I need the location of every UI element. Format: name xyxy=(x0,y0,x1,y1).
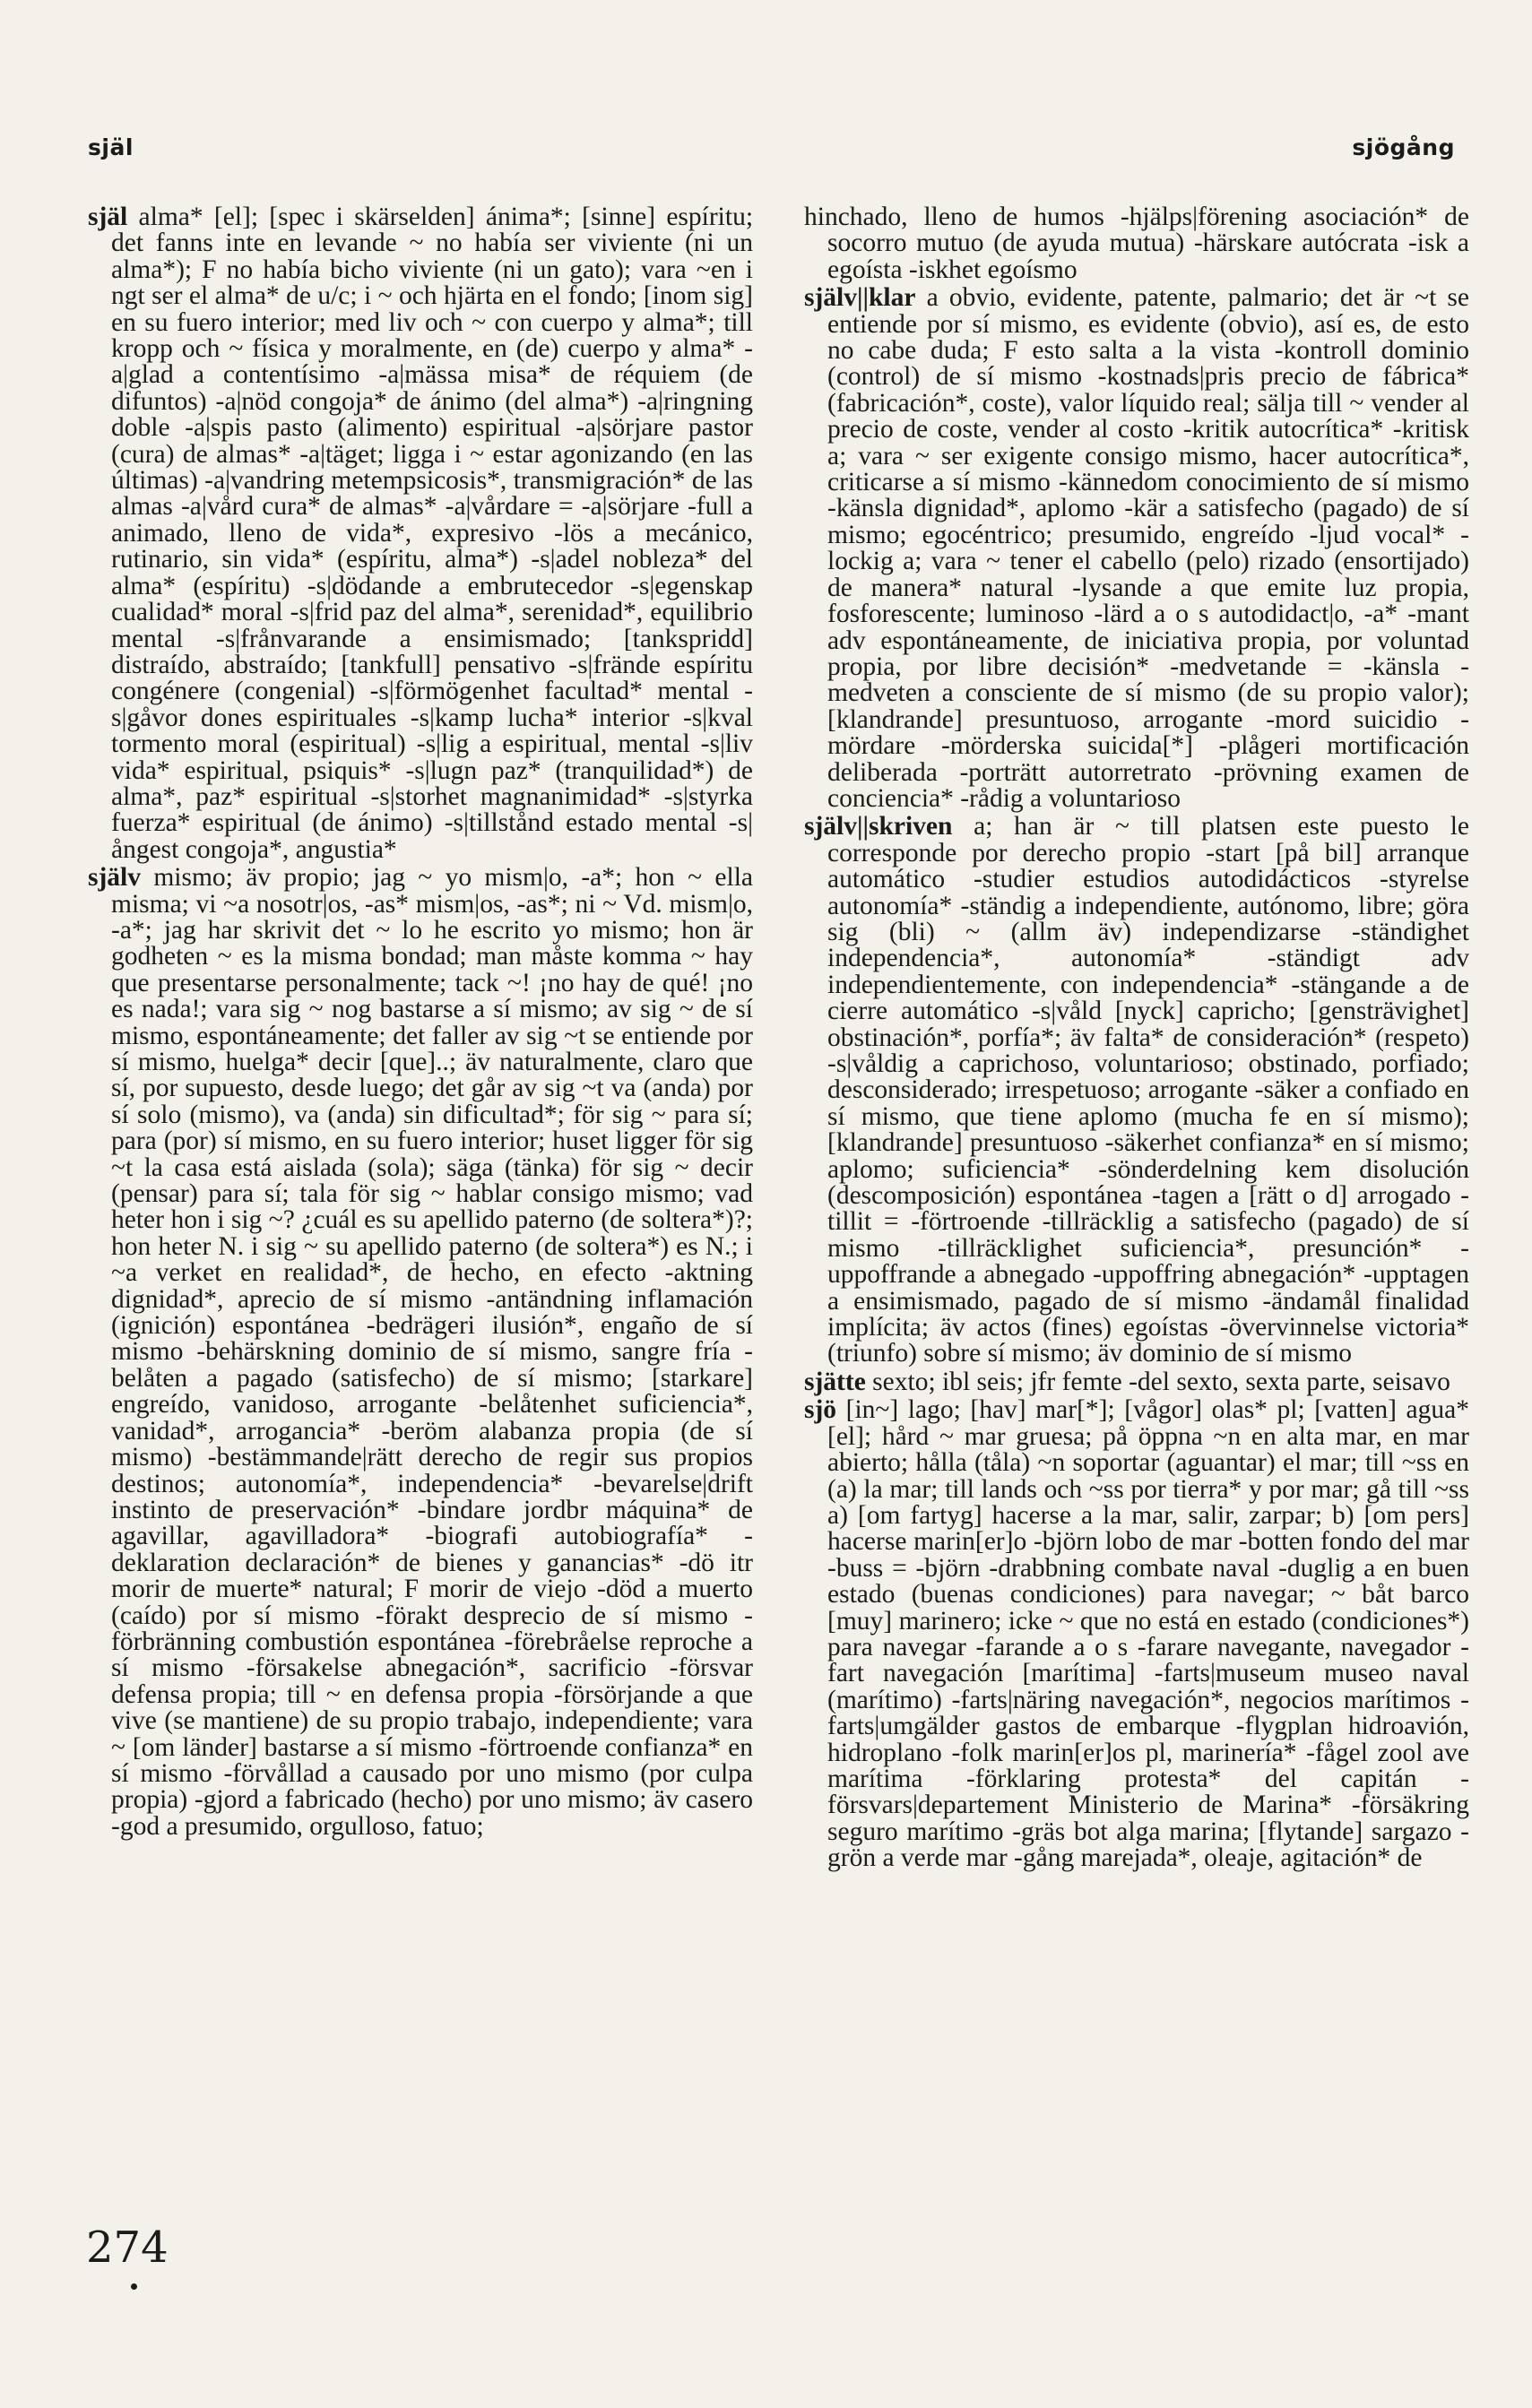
entry-headword: själv||skriven xyxy=(804,812,953,842)
running-head-right: sjögång xyxy=(1352,134,1455,160)
entry-headword: sjö xyxy=(804,1395,837,1425)
entry-definition: mismo; äv propio; jag ~ yo mism|o, -a*; hon ~ ella misma; vi ~a nosotr|os, -as* mism|os, -as*; ni ~ Vd. mism|o, -a*; jag har skrivit det ~ lo he escrito yo mismo; hon är godheten ~ es la misma bondad; man måste komma ~ hay que presentarse personalmente; tack ~! ¡no hay de qué! ¡no es nada!; vara sig ~ nog bastarse a sí mismo; av sig ~ de sí mismo, espontáneamente; det faller av sig ~t se entiende por sí mismo, huelga* decir [que]..; äv naturalmente, claro que sí, por supuesto, desde luego; det går av sig ~t va (anda) por sí solo (mismo), va (anda) sin dificultad*; för sig ~ para sí; para (por) sí mismo, en su fuero interior; huset ligger för sig ~t la casa está aislada (sola); säga (tänka) för sig ~ decir (pensar) para sí; tala för sig ~ hablar consigo mismo; vad heter hon i sig ~? ¿cuál es su apellido paterno (de soltera*)?; hon heter N. i sig ~ su apellido paterno (de soltera*) es N.; i ~a verket en realidad*, de hecho, en efecto -aktning dignidad*, aprecio de sí mismo -antändning inflamación (ignición) espontánea -bedrägeri ilusión*, engaño de sí mismo -behärskning dominio de sí mismo, sangre fría -belåten a pagado (satisfecho) de sí mismo; [starkare] engreído, vanidoso, arrogante -belåtenhet suficiencia*, vanidad*, arrogancia* -beröm alabanza propia (de sí mismo) -bestämmande|rätt derecho de regir sus propios destinos; autonomía*, independencia* -bevarelse|drift instinto de preservación* -bindare jordbr máquina* de agavillar, agavilladora* -biografi autobiografía* -deklaration declaración* de bienes y ganancias* -dö itr morir de muerte* natural; F morir de viejo -död a muerto (caído) por sí mismo -förakt desprecio de sí mismo -förbränning combustión espontánea -förebråelse reproche a sí mismo -försakelse abnegación*, sacrificio -försvar defensa propia; till ~ en defensa propia -försörjande a que vive (se mantiene) de su propio trabajo, independiente; vara ~ [om länder] bastarse a sí mismo -förtroende confianza* en sí mismo -förvållad a causado por uno mismo (por culpa propia) -gjord a fabricado (hecho) por uno mismo; äv casero -god a presumido, orgulloso, fatuo; xyxy=(111,863,753,1841)
entry-definition: [in~] lago; [hav] mar[*]; [vågor] olas* pl; [vatten] agua* [el]; hård ~ mar gruesa; på öppna ~n en alta mar, en mar abierto; hålla (tåla) ~n soportar (aguantar) el mar; till ~ss en (a) la mar; till lands och ~ss por tierra* y por mar; gå till ~ss a) [om fartyg] hacerse a la mar, salir, zarpar; b) [om pers] hacerse marin[er]o -björn lobo de mar -botten fondo del mar -buss = -björn -drabbning combate naval -duglig a en buen estado (buenas condiciones) para navegar; ~ båt barco [muy] marinero; icke ~ que no está en estado (condiciones*) para navegar -farande a o s -farare navegante, navegador -fart navegación [marítima] -farts|museum museo naval (marítimo) -farts|näring navegación*, negocios marítimos -farts|umgälder gastos de embarque -flygplan hidroavión, hidroplano -folk marin[er]os pl, marinería* -fågel zool ave marítima -förklaring protesta* del capitán -försvars|departement Ministerio de Marina* -försäkring seguro marítimo -gräs bot alga marina; [flytande] sargazo -grön a verde mar -gång marejada*, oleaje, agitación* de xyxy=(827,1395,1469,1873)
entry-headword: själ xyxy=(88,204,128,231)
left-column xyxy=(88,204,753,2301)
entry-definition: a; han är ~ till platsen este puesto le corresponde por derecho propio -start [på bil] arranque automático -studier estudios autodidácticos -styrelse autonomía* -ständig a independiente, autónomo, libre; göra sig (bli) ~ (allm äv) independizarse -ständighet independencia*, autonomía* -ständigt adv independientemente, con independencia* -stängande a de cierre automático -s|våld [nyck] capricho; [gensträvighet] obstinación*, porfía*; äv falta* de consideración* (respeto) -s|våldig a caprichoso, voluntarioso; obstinado, porfiado; desconsiderado; irrespetuoso; arrogante -säker a confiado en sí mismo, que tiene aplomo (mucha fe en sí mismo); [klandrande] presuntuoso -säkerhet confianza* en sí mismo; aplomo; suficiencia* -sönderdelning kem disolución (descomposición) espontánea -tagen a [rätt o d] arrogado -tillit = -förtroende -tillräcklig a satisfecho (pagado) de sí mismo -tillräcklighet suficiencia*, presunción* -uppoffrande a abnegado -uppoffring abnegación* -upptagen a ensimismado, pagado de sí mismo -ändamål finalidad implícita; äv actos (fines) egoístas -övervinnelse victoria* (triunfo) sobre sí mismo; äv dominio de sí mismo xyxy=(827,812,1469,1368)
entry-definition: sexto; ibl seis; jfr femte -del sexto, sexta parte, seisavo xyxy=(872,1367,1450,1396)
entry-definition: a obvio, evidente, patente, palmario; det är ~t se entiende por sí mismo, es evidente (obvio), así es, de esto no cabe duda; F esto salta a la vista -kontroll dominio (control) de sí mismo -kostnads|pris precio de fábrica* (fabricación*, coste), valor líquido real; sälja till ~ vender al precio de coste, vender al costo -kritik autocrítica* -kritisk a; vara ~ ser exigente consigo mismo, hacer autocrítica*, criticarse a sí mismo -kännedom conocimiento de sí mismo -känsla dignidad*, aplomo -kär a satisfecho (pagado) de sí mismo; egocéntrico; presumido, engreído -ljud vocal* -lockig a; vara ~ tener el cabello (pelo) rizado (ensortijado) de manera* natural -lysande a que emite luz propia, fosforescente; luminoso -lärd a o s autodidact|o, -a* -mant adv espontáneamente, de iniciativa propia, por voluntad propia, por libre decisión* -medvetande = -känsla -medveten a consciente de sí mismo (de su propio valor); [klandrande] presuntuoso, arrogante -mord suicidio -mördare -mörderska suicida[*] -plågeri mortificación deliberada -porträtt autorretrato -prövning examen de conciencia* -rådig a voluntarioso xyxy=(827,283,1469,813)
right-column xyxy=(804,204,1469,2301)
dictionary-entry xyxy=(804,1397,1469,1871)
dictionary-entry xyxy=(88,204,753,863)
dictionary-entry xyxy=(804,814,1469,1368)
dictionary-entry xyxy=(804,1369,1469,1395)
page-number-dot xyxy=(131,2283,137,2290)
dictionary-entry xyxy=(88,865,753,1840)
running-head-left: själ xyxy=(88,134,134,160)
entry-definition: hinchado, lleno de humos -hjälps|förening asociación* de socorro mutuo (de ayuda mutua) -härskare autócrata -isk a egoísta -iskhet egoísmo xyxy=(804,204,1469,284)
entry-headword: själv xyxy=(88,863,141,893)
entry-headword: sjätte xyxy=(804,1367,866,1396)
page-number: 274 xyxy=(86,2222,169,2273)
dictionary-entry xyxy=(804,204,1469,283)
dictionary-entry xyxy=(804,285,1469,812)
entry-headword: själv||klar xyxy=(804,283,916,313)
entry-definition: alma* [el]; [spec i skärselden] ánima*; [sinne] espíritu; det fanns inte en levande ~ no había ser viviente (ni un alma*); F no había bicho viviente (ni un gato); vara ~en i ngt ser el alma* de u/c; i ~ och hjärta en el fondo; [inom sig] en su fuero interior; med liv och ~ con cuerpo y alma*; till kropp och ~ física y moralmente, en (de) cuerpo y alma* -a|glad a contentísimo -a|mässa misa* de réquiem (de difuntos) -a|nöd congoja* de ánimo (del alma*) -a|ringning doble -a|spis pasto (alimento) espiritual -a|sörjare pastor (cura) de almas* -a|täget; ligga i ~ estar agonizando (en las últimas) -a|vandring metempsicosis*, transmigración* de las almas -a|vård cura* de almas* -a|vårdare = -a|sörjare -full a animado, lleno de vida*, expresivo -lös a mecánico, rutinario, sin vida* (espíritu, alma*) -s|adel nobleza* del alma* (espíritu) -s|dödande a embrutecedor -s|egenskap cualidad* moral -s|frid paz del alma*, serenidad*, equilibrio mental -s|frånvarande a ensimismado; [tankspridd] distraído, abstraído; [tankfull] pensativo -s|frände espíritu congénere (congenial) -s|förmögenhet facultad* mental -s|gåvor dones espirituales -s|kamp lucha* interior -s|kval tormento moral (espiritual) -s|lig a espiritual, mental -s|liv vida* espiritual, psiquis* -s|lugn paz* (tranquilidad*) de alma*, paz* espiritual -s|storhet magnanimidad* -s|styrka fuerza* espiritual (de ánimo) -s|tillstånd estado mental -s|ångest congoja*, angustia* xyxy=(111,204,753,864)
